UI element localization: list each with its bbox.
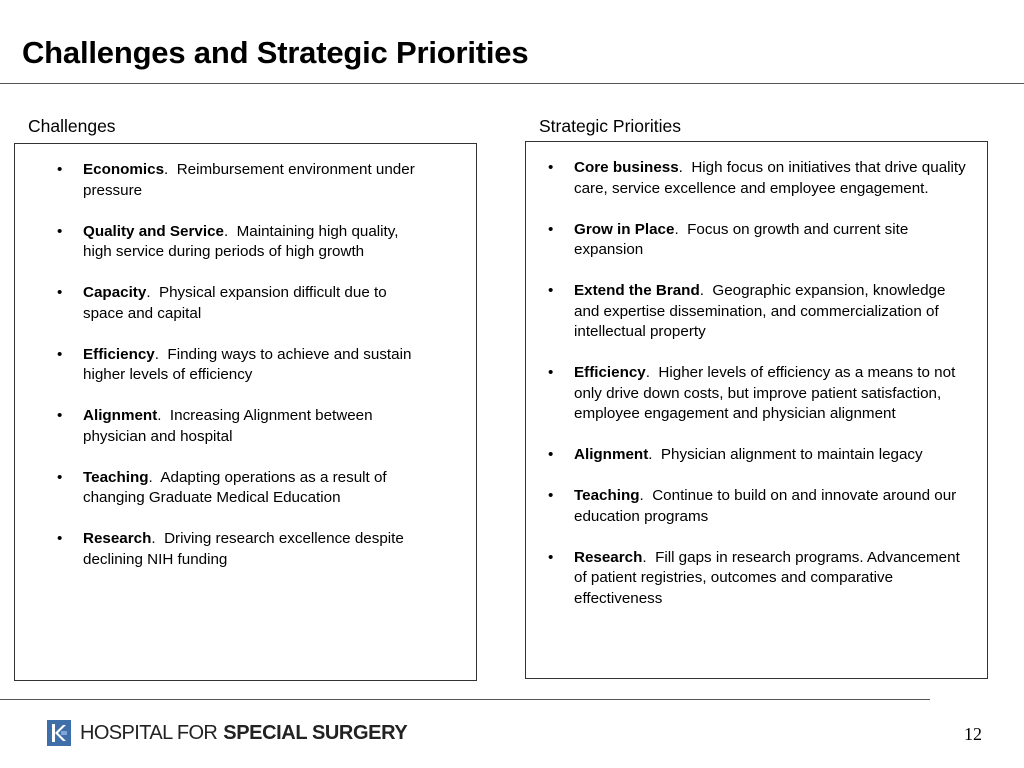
priority-term: Grow in Place: [574, 220, 675, 238]
strategic-priorities-box: [525, 141, 988, 679]
challenges-box: [14, 143, 477, 681]
priority-text: High focus on initiatives that drive quality care, service excellence and employee engagement.: [574, 159, 966, 197]
title-divider: [0, 83, 1024, 84]
challenge-text: Driving research excellence despite declining NIH funding: [83, 530, 404, 568]
challenge-text: Adapting operations as a result of changing Graduate Medical Education: [83, 468, 387, 506]
challenge-term: Capacity: [83, 284, 147, 301]
priority-item-core-business: • Core business. High focus on initiatives that drive quality care, service excellence and employee engagement.: [548, 159, 966, 197]
priority-term: Core business: [574, 159, 679, 176]
challenge-text: Physical expansion difficult due to space and capital: [83, 284, 387, 322]
priority-term: Research: [574, 548, 643, 566]
priority-item-alignment: • Alignment. Physician alignment to maintain legacy: [548, 445, 968, 466]
challenge-term: Economics: [83, 161, 165, 178]
hss-logo-icon: [47, 720, 71, 746]
priority-text: Physician alignment to maintain legacy: [660, 446, 923, 463]
strategic-priorities-heading: Strategic Priorities: [539, 116, 681, 136]
challenge-term: Quality and Service: [83, 222, 224, 240]
priority-term: Extend the Brand: [574, 282, 700, 299]
bullet-icon: •: [57, 468, 63, 486]
challenge-item-teaching: • Teaching. Adapting operations as a result of changing Graduate Medical Education: [57, 468, 387, 506]
priority-item-research: • Research. Fill gaps in research programs. Advancement of patient registries, outcomes and comparative effectiveness: [548, 548, 960, 607]
bullet-icon: •: [57, 161, 63, 178]
footer-divider: [0, 699, 930, 700]
priority-item-teaching: • Teaching. Continue to build on and innovate around our education programs: [548, 487, 957, 525]
bullet-icon: •: [57, 530, 63, 547]
challenge-term: Efficiency: [83, 345, 155, 363]
challenge-item-alignment: • Alignment. Increasing Alignment between physician and hospital: [57, 407, 373, 445]
priority-item-extend-the-brand: • Extend the Brand. Geographic expansion, knowledge and expertise dissemination, and commercialization of intellectual property: [548, 282, 946, 340]
bullet-icon: •: [57, 345, 63, 363]
challenge-item-research: • Research. Driving research excellence despite declining NIH funding: [57, 530, 404, 568]
priority-text: Higher levels of efficiency as a means to not only drive down costs, but improve patient satisfaction, employee engagement and physician alignment: [574, 364, 956, 422]
challenge-term: Teaching: [83, 468, 149, 486]
priority-term: Teaching: [574, 487, 640, 504]
challenge-text: Reimbursement environment under pressure: [83, 161, 415, 199]
priority-term: Alignment: [574, 446, 649, 463]
bullet-icon: •: [548, 548, 554, 566]
bullet-icon: •: [548, 282, 554, 299]
challenges-heading: Challenges: [28, 116, 116, 136]
challenge-term: Alignment: [83, 407, 158, 424]
challenge-text: Finding ways to achieve and sustain higher levels of efficiency: [83, 345, 412, 383]
logo-wordmark: [80, 720, 407, 746]
priority-item-efficiency: • Efficiency. Higher levels of efficiency as a means to not only drive down costs, but improve patient satisfaction, employee engagement and physician alignment: [548, 364, 956, 422]
challenge-text: Increasing Alignment between physician and hospital: [83, 407, 373, 445]
priorities-list: [548, 158, 968, 609]
bullet-icon: •: [57, 284, 63, 301]
challenge-item-quality-and-service: • Quality and Service. Maintaining high quality, high service during periods of high growth: [57, 222, 399, 260]
bullet-icon: •: [57, 222, 63, 240]
bullet-icon: •: [548, 487, 554, 504]
priority-item-grow-in-place: • Grow in Place. Focus on growth and current site expansion: [548, 220, 909, 258]
priority-text: Fill gaps in research programs. Advancement of patient registries, outcomes and comparative effectiveness: [574, 548, 960, 607]
hospital-logo: [47, 719, 407, 747]
challenge-term: Research: [83, 530, 152, 547]
challenge-item-economics: • Economics. Reimbursement environment under pressure: [57, 161, 415, 199]
bullet-icon: •: [548, 364, 554, 381]
slide-title: Challenges and Strategic Priorities: [22, 35, 529, 70]
logo-prefix: HOSPITAL FOR: [80, 722, 218, 744]
priority-text: Continue to build on and innovate around our education programs: [574, 487, 957, 525]
challenges-list: [57, 160, 429, 570]
challenge-text: Maintaining high quality, high service during periods of high growth: [83, 222, 399, 260]
priority-term: Efficiency: [574, 364, 646, 381]
bullet-icon: •: [57, 407, 63, 424]
logo-name: SPECIAL SURGERY: [223, 722, 408, 744]
priority-text: Focus on growth and current site expansion: [574, 220, 909, 258]
page-number: 12: [964, 724, 982, 744]
bullet-icon: •: [548, 446, 554, 463]
bullet-icon: •: [548, 159, 554, 176]
priority-text: Geographic expansion, knowledge and expertise dissemination, and commercialization of intellectual property: [574, 282, 946, 340]
challenge-item-efficiency: • Efficiency. Finding ways to achieve and sustain higher levels of efficiency: [57, 345, 412, 383]
bullet-icon: •: [548, 220, 554, 238]
challenge-item-capacity: • Capacity. Physical expansion difficult due to space and capital: [57, 284, 387, 322]
